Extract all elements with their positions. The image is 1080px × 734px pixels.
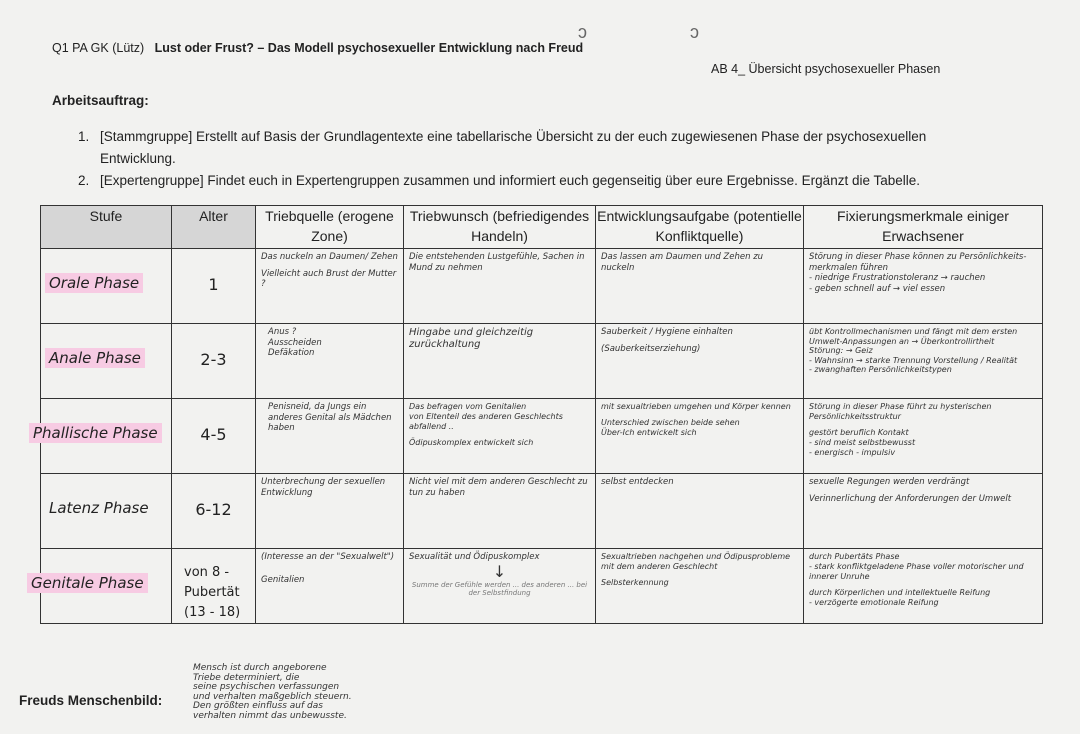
age-value: von 8 - Pubertät (13 - 18) (184, 565, 241, 620)
age-value: 6-12 (195, 500, 232, 519)
note-line: - geben schnell auf → viel essen (809, 283, 946, 294)
note-line: Mensch ist durch angeborene (193, 663, 327, 673)
note-line: Ödipuskomplex entwickelt sich (409, 438, 534, 447)
note-line: Störung in dieser Phase führt zu hysterischen Persönlichkeitsstruktur (809, 402, 992, 421)
age-value: 4-5 (200, 425, 227, 444)
note-line: Anus ? (268, 327, 297, 337)
stufe-cell (33, 399, 172, 474)
aufgabe-cell (596, 324, 804, 399)
alter-cell (172, 474, 256, 549)
assignment-label: Arbeitsauftrag: (52, 93, 149, 108)
table-row (41, 249, 1043, 324)
triebwunsch-cell (404, 549, 596, 624)
triebquelle-cell (256, 474, 404, 549)
note-line: Summe der Gefühle werden ... des anderen ... bei der Selbstfindung (411, 580, 588, 597)
assignment-item (78, 126, 978, 170)
phase-name: Genitale Phase (27, 573, 148, 593)
phase-name: Anale Phase (45, 348, 145, 368)
note-line: Defäkation (268, 348, 315, 358)
note-line: - Wahnsinn → starke Trennung Vorstellung / Realität (809, 355, 1018, 365)
fixierung-cell (804, 474, 1043, 549)
note-line: Vielleicht auch Brust der Mutter ? (261, 268, 397, 289)
triebquelle-cell (256, 249, 404, 324)
table-row (41, 549, 1043, 624)
table-row (41, 474, 1043, 549)
note-line: Den größten einfluss auf das (193, 701, 323, 711)
worksheet-title: Lust oder Frust? – Das Modell psychosexueller Entwicklung nach Freud (154, 41, 584, 55)
note-line: Das befragen vom Genitalien (409, 402, 527, 411)
note-line: Hingabe und gleichzeitig zurückhaltung (409, 327, 534, 350)
aufgabe-cell (596, 474, 804, 549)
header-stufe: Stufe (41, 206, 172, 249)
stufe-cell (41, 324, 172, 399)
table-row (41, 324, 1043, 399)
note-line: - zwanghaften Persönlichkeitstypen (809, 365, 952, 374)
note-line: - niedrige Frustrationstoleranz → rauchen (809, 273, 986, 283)
phase-name: Latenz Phase (49, 499, 149, 517)
triebwunsch-cell (404, 474, 596, 549)
note-line: durch Pubertäts Phase (809, 552, 900, 561)
header-fixierungsmerkmale: Fixierungsmerkmale einiger Erwachsener (804, 206, 1043, 249)
hole-punch-mark: ↄ (690, 22, 699, 42)
fixierung-cell (804, 549, 1043, 624)
triebwunsch-cell (404, 324, 596, 399)
note-line: Über-Ich entwickelt sich (601, 428, 697, 437)
note-line: übt Kontrollmechanismen und fängt mit dem ersten Umwelt-Anpassungen an → Überkontrollirtheit (809, 327, 1018, 346)
stufe-cell (41, 474, 172, 549)
phases-table (31, 205, 1043, 624)
alter-cell (172, 249, 256, 324)
age-value: 1 (208, 275, 219, 294)
fixierung-cell (804, 324, 1043, 399)
header-alter: Alter (172, 206, 256, 249)
aufgabe-cell (596, 249, 804, 324)
aufgabe-cell (596, 549, 804, 624)
note-line: Sauberkeit / Hygiene einhalten (601, 327, 733, 337)
alter-cell (172, 399, 256, 474)
triebquelle-cell (256, 324, 404, 399)
hole-punch-mark: ↄ (578, 22, 587, 42)
alter-cell (172, 549, 256, 624)
table-row (41, 399, 1043, 474)
note-line: mit sexualtrieben umgehen und Körper kennen (601, 402, 791, 411)
header-entwicklungsaufgabe: Entwicklungsaufgabe (potentielle Konfliktquelle) (596, 206, 804, 249)
age-value: 2-3 (200, 350, 227, 369)
note-line: Störung: → Geiz (809, 346, 873, 355)
note-line: - energisch - impulsiv (809, 448, 896, 457)
note-line: Verinnerlichung der Anforderungen der Umwelt (809, 493, 1012, 504)
course-label: Q1 PA GK (Lütz) (52, 41, 145, 55)
note-line: sexuelle Regungen werden verdrängt (809, 477, 970, 487)
note-line: Nicht viel mit dem anderen Geschlecht zu tun zu haben (409, 477, 588, 498)
note-line: von Eltenteil des anderen Geschlechts abfallend .. (409, 412, 563, 431)
stufe-cell (41, 249, 172, 324)
note-line: Störung in dieser Phase können zu Persönlichkeits-merkmalen führen (809, 252, 1027, 273)
triebquelle-cell (256, 399, 404, 474)
note-line: selbst entdecken (601, 477, 674, 487)
aufgabe-cell (596, 399, 804, 474)
note-line: verhalten nimmt das unbewusste. (193, 710, 347, 721)
triebwunsch-cell (404, 399, 596, 474)
arrow-down-icon: ↓ (492, 561, 507, 581)
note-line: Die entstehenden Lustgefühle, Sachen in Mund zu nehmen (409, 252, 585, 273)
header-triebquelle: Triebquelle (erogene Zone) (256, 206, 404, 249)
note-line: Selbsterkennung (601, 578, 669, 587)
note-line: Das lassen am Daumen und Zehen zu nuckeln (601, 252, 764, 273)
menschenbild-label: Freuds Menschenbild: (19, 693, 163, 708)
note-line: Unterschied zwischen beide sehen (601, 418, 740, 427)
note-line: Penisneid, da Jungs ein anderes Genital als Mädchen haben (268, 402, 392, 433)
header-triebwunsch: Triebwunsch (befriedigendes Handeln) (404, 206, 596, 249)
note-line: (Interesse an der "Sexualwelt") (261, 552, 395, 562)
note-line: - stark konfliktgeladene Phase voller motorischer und innerer Unruhe (809, 562, 1024, 581)
note-line: Sexualität und Ödipuskomplex (409, 552, 540, 562)
table-header-row (41, 206, 1043, 249)
assignment-number: 1. (78, 129, 90, 144)
course-header (52, 41, 583, 55)
note-line: gestört beruflich Kontakt (809, 428, 909, 437)
note-line: Das nuckeln an Daumen/ Zehen (261, 252, 398, 262)
note-line: (Sauberkeitserziehung) (601, 343, 701, 354)
fixierung-cell (804, 399, 1043, 474)
assignment-number: 2. (78, 173, 90, 188)
note-line: Sexualtrieben nachgehen und Ödipusprobleme mit dem anderen Geschlecht (601, 552, 791, 571)
stufe-cell (31, 549, 172, 624)
triebwunsch-cell (404, 249, 596, 324)
note-line: - sind meist selbstbewusst (809, 438, 916, 447)
alter-cell (172, 324, 256, 399)
phase-name: Orale Phase (45, 273, 143, 293)
fixierung-cell (804, 249, 1043, 324)
phase-name: Phallische Phase (29, 423, 162, 443)
note-line: Ausscheiden (268, 337, 322, 348)
note-line: durch Körperlichen und intellektuelle Reifung (809, 588, 991, 597)
note-line: Triebe determiniert, die (193, 672, 300, 683)
assignment-text: [Expertengruppe] Findet euch in Expertengruppen zusammen und informiert euch gegenseitig über eure Ergebnisse. Ergänzt die Tabelle. (100, 173, 921, 188)
note-line: Unterbrechung der sexuellen Entwicklung (261, 477, 386, 498)
assignment-list (78, 126, 978, 192)
note-line: und verhalten maßgeblich steuern. (193, 691, 352, 702)
assignment-text: [Stammgruppe] Erstellt auf Basis der Grundlagentexte eine tabellarische Übersicht zu der euch zugewiesenen Phase der psychosexuellen Entwicklung. (100, 129, 927, 166)
note-line: Genitalien (261, 574, 305, 585)
assignment-item (78, 170, 978, 192)
triebquelle-cell (256, 549, 404, 624)
worksheet-id: AB 4_ Übersicht psychosexueller Phasen (711, 62, 941, 76)
note-line: - verzögerte emotionale Reifung (809, 598, 939, 607)
note-line: seine psychischen verfassungen (193, 682, 340, 692)
menschenbild-text (193, 664, 352, 721)
